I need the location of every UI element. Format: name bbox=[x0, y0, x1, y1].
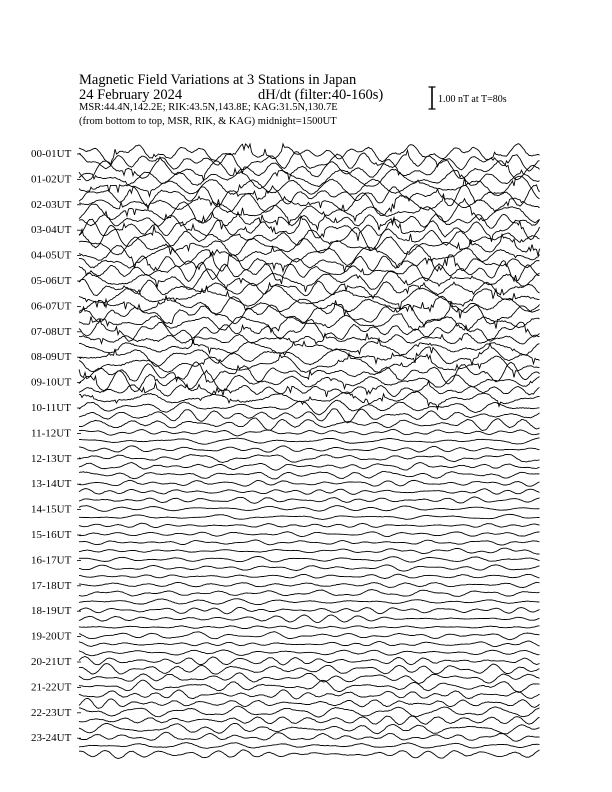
trace-rik bbox=[79, 590, 540, 597]
hour-label: 03-04UT bbox=[31, 224, 72, 237]
trace-rik bbox=[79, 664, 540, 675]
trace-msr bbox=[79, 339, 540, 356]
hour-label: 10-11UT bbox=[31, 402, 71, 414]
trace-kag bbox=[79, 680, 540, 692]
hour-label: 09-10UT bbox=[31, 376, 72, 389]
trace-kag bbox=[79, 706, 540, 717]
trace-rik bbox=[79, 333, 540, 344]
trace-rik bbox=[79, 176, 540, 199]
hour-label: 01-02UT bbox=[31, 173, 72, 186]
trace-kag bbox=[79, 319, 540, 344]
trace-msr bbox=[79, 497, 540, 503]
trace-kag bbox=[79, 532, 540, 537]
chart-quantity: dH/dt (filter:40-160s) bbox=[258, 87, 384, 103]
trace-rik bbox=[79, 716, 540, 724]
station-list: MSR:44.4N,142.2E; RIK:43.5N,143.8E; KAG:31.5N,130.7E bbox=[79, 102, 338, 113]
hour-label: 16-17UT bbox=[31, 554, 72, 567]
hour-label: 23-24UT bbox=[31, 732, 72, 745]
trace-rik bbox=[79, 489, 540, 495]
trace-kag bbox=[79, 657, 540, 666]
trace-kag bbox=[79, 582, 540, 587]
trace-msr bbox=[79, 471, 540, 479]
trace-order-note: (from bottom to top, MSR, RIK, & KAG) midnight=1500UT bbox=[79, 116, 337, 127]
hour-label: 22-23UT bbox=[31, 706, 72, 719]
hour-label: 00-01UT bbox=[31, 148, 72, 160]
hour-label: 05-06UT bbox=[31, 275, 72, 287]
scale-label: 1.00 nT at T=80s bbox=[438, 94, 507, 105]
trace-msr bbox=[79, 750, 540, 759]
trace-kag bbox=[79, 193, 540, 216]
trace-kag bbox=[79, 454, 540, 462]
trace-rik bbox=[79, 641, 540, 647]
trace-kag bbox=[79, 632, 540, 640]
trace-rik bbox=[79, 565, 540, 571]
hour-label: 20-21UT bbox=[31, 656, 72, 668]
trace-rik bbox=[79, 514, 540, 519]
trace-rik bbox=[79, 226, 540, 251]
hour-label: 04-05UT bbox=[31, 249, 72, 262]
hour-label: 02-03UT bbox=[31, 198, 72, 211]
hour-label: 19-20UT bbox=[31, 630, 72, 643]
trace-kag bbox=[79, 400, 540, 415]
hour-label: 08-09UT bbox=[31, 351, 72, 364]
trace-msr bbox=[79, 650, 540, 656]
hour-label: 12-13UT bbox=[31, 452, 72, 465]
trace-msr bbox=[79, 673, 540, 684]
trace-msr bbox=[79, 418, 540, 431]
trace-kag bbox=[79, 429, 540, 436]
trace-rik bbox=[79, 300, 540, 328]
trace-msr bbox=[79, 724, 540, 734]
hour-label: 17-18UT bbox=[31, 579, 72, 592]
trace-rik bbox=[79, 615, 540, 623]
trace-msr bbox=[79, 314, 540, 333]
chart-date: 24 February 2024 bbox=[79, 87, 183, 103]
trace-msr bbox=[79, 599, 540, 605]
trace-kag bbox=[79, 556, 540, 562]
chart-title: Magnetic Field Variations at 3 Stations in Japan bbox=[79, 72, 357, 88]
trace-rik bbox=[79, 690, 540, 699]
trace-rik bbox=[79, 280, 540, 299]
trace-kag bbox=[79, 480, 540, 486]
trace-msr bbox=[79, 699, 540, 709]
trace-rik bbox=[79, 438, 540, 444]
trace-msr bbox=[79, 574, 540, 578]
trace-kag bbox=[79, 732, 540, 741]
trace-rik bbox=[79, 150, 540, 171]
trace-msr bbox=[79, 283, 540, 310]
trace-rik bbox=[79, 743, 540, 749]
trace-rik bbox=[79, 463, 540, 471]
trace-msr bbox=[79, 626, 540, 629]
trace-rik bbox=[79, 381, 540, 397]
hour-label: 07-08UT bbox=[31, 325, 72, 338]
hour-label: 14-15UT bbox=[31, 503, 72, 516]
trace-msr bbox=[79, 157, 540, 181]
trace-msr bbox=[79, 523, 540, 527]
trace-rik bbox=[79, 540, 540, 545]
trace-kag bbox=[79, 607, 540, 613]
trace-kag bbox=[79, 144, 540, 165]
trace-msr bbox=[79, 548, 540, 554]
hour-label: 06-07UT bbox=[31, 300, 72, 313]
hour-label: 21-22UT bbox=[31, 681, 72, 694]
trace-kag bbox=[79, 506, 540, 512]
hour-label: 11-12UT bbox=[31, 427, 71, 440]
hour-label: 18-19UT bbox=[31, 605, 72, 618]
trace-msr bbox=[79, 446, 540, 452]
hour-label: 13-14UT bbox=[31, 478, 72, 491]
hour-label: 15-16UT bbox=[31, 529, 72, 541]
